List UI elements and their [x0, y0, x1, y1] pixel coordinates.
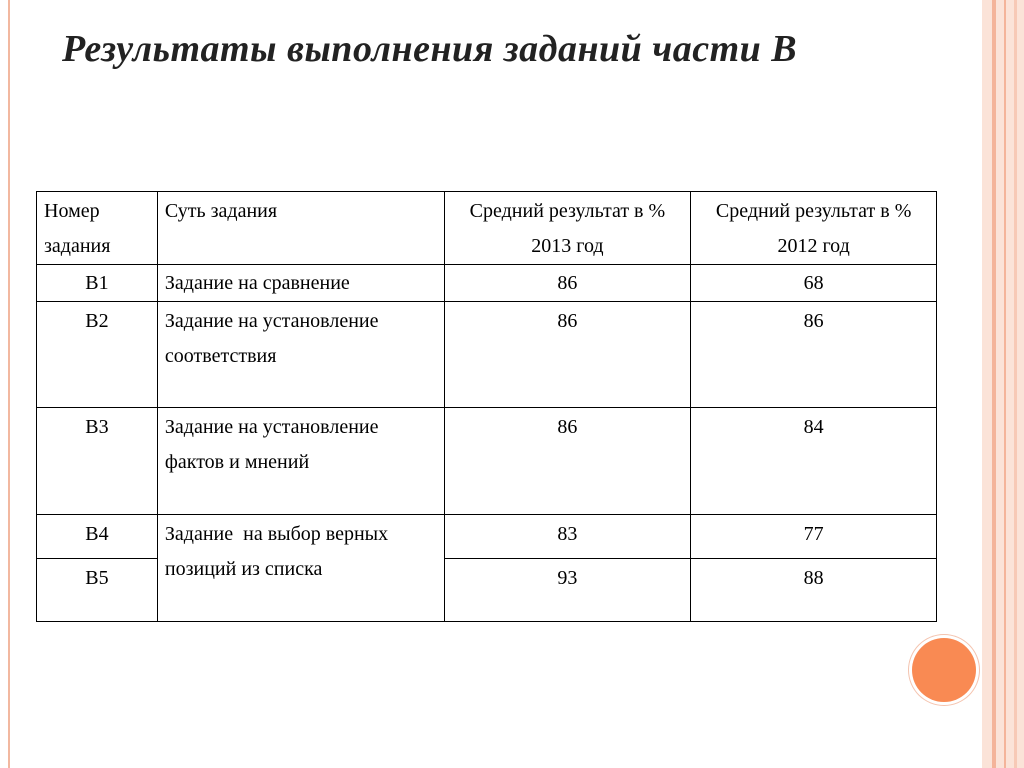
frame-left-line: [8, 0, 10, 768]
header-result-2012: Средний результат в % 2012 год: [691, 192, 937, 265]
table-header-row: [37, 192, 937, 265]
result-2012-cell: 68: [691, 265, 937, 302]
header-result-2013: Средний результат в % 2013 год: [444, 192, 691, 265]
frame-right-line: [1014, 0, 1017, 768]
frame-right-band: [982, 0, 1024, 768]
task-number-cell: В3: [37, 408, 158, 515]
results-table: [36, 191, 937, 622]
decorative-circle: [912, 638, 976, 702]
slide-title: Результаты выполнения заданий части В: [62, 28, 798, 70]
table-row: [37, 408, 937, 515]
header-task-essence: Суть задания: [157, 192, 444, 265]
result-2013-cell: 93: [444, 559, 691, 622]
header-task-number: Номер задания: [37, 192, 158, 265]
table-row: [37, 265, 937, 302]
result-2012-cell: 88: [691, 559, 937, 622]
result-2012-cell: 84: [691, 408, 937, 515]
result-2013-cell: 86: [444, 265, 691, 302]
table-row: [37, 515, 937, 559]
result-2013-cell: 83: [444, 515, 691, 559]
result-2012-cell: 86: [691, 302, 937, 408]
task-number-cell: В4: [37, 515, 158, 559]
task-description-cell: Задание на установление фактов и мнений: [157, 408, 444, 515]
result-2013-cell: 86: [444, 302, 691, 408]
task-number-cell: В5: [37, 559, 158, 622]
task-description-cell: Задание на сравнение: [157, 265, 444, 302]
result-2012-cell: 77: [691, 515, 937, 559]
frame-right-line: [992, 0, 996, 768]
task-number-cell: В1: [37, 265, 158, 302]
result-2013-cell: 86: [444, 408, 691, 515]
frame-right-line: [1004, 0, 1006, 768]
table-row: [37, 302, 937, 408]
task-description-cell: Задание на установление соответствия: [157, 302, 444, 408]
task-description-cell: Задание на выбор верных позиций из списка: [157, 515, 444, 622]
task-number-cell: В2: [37, 302, 158, 408]
